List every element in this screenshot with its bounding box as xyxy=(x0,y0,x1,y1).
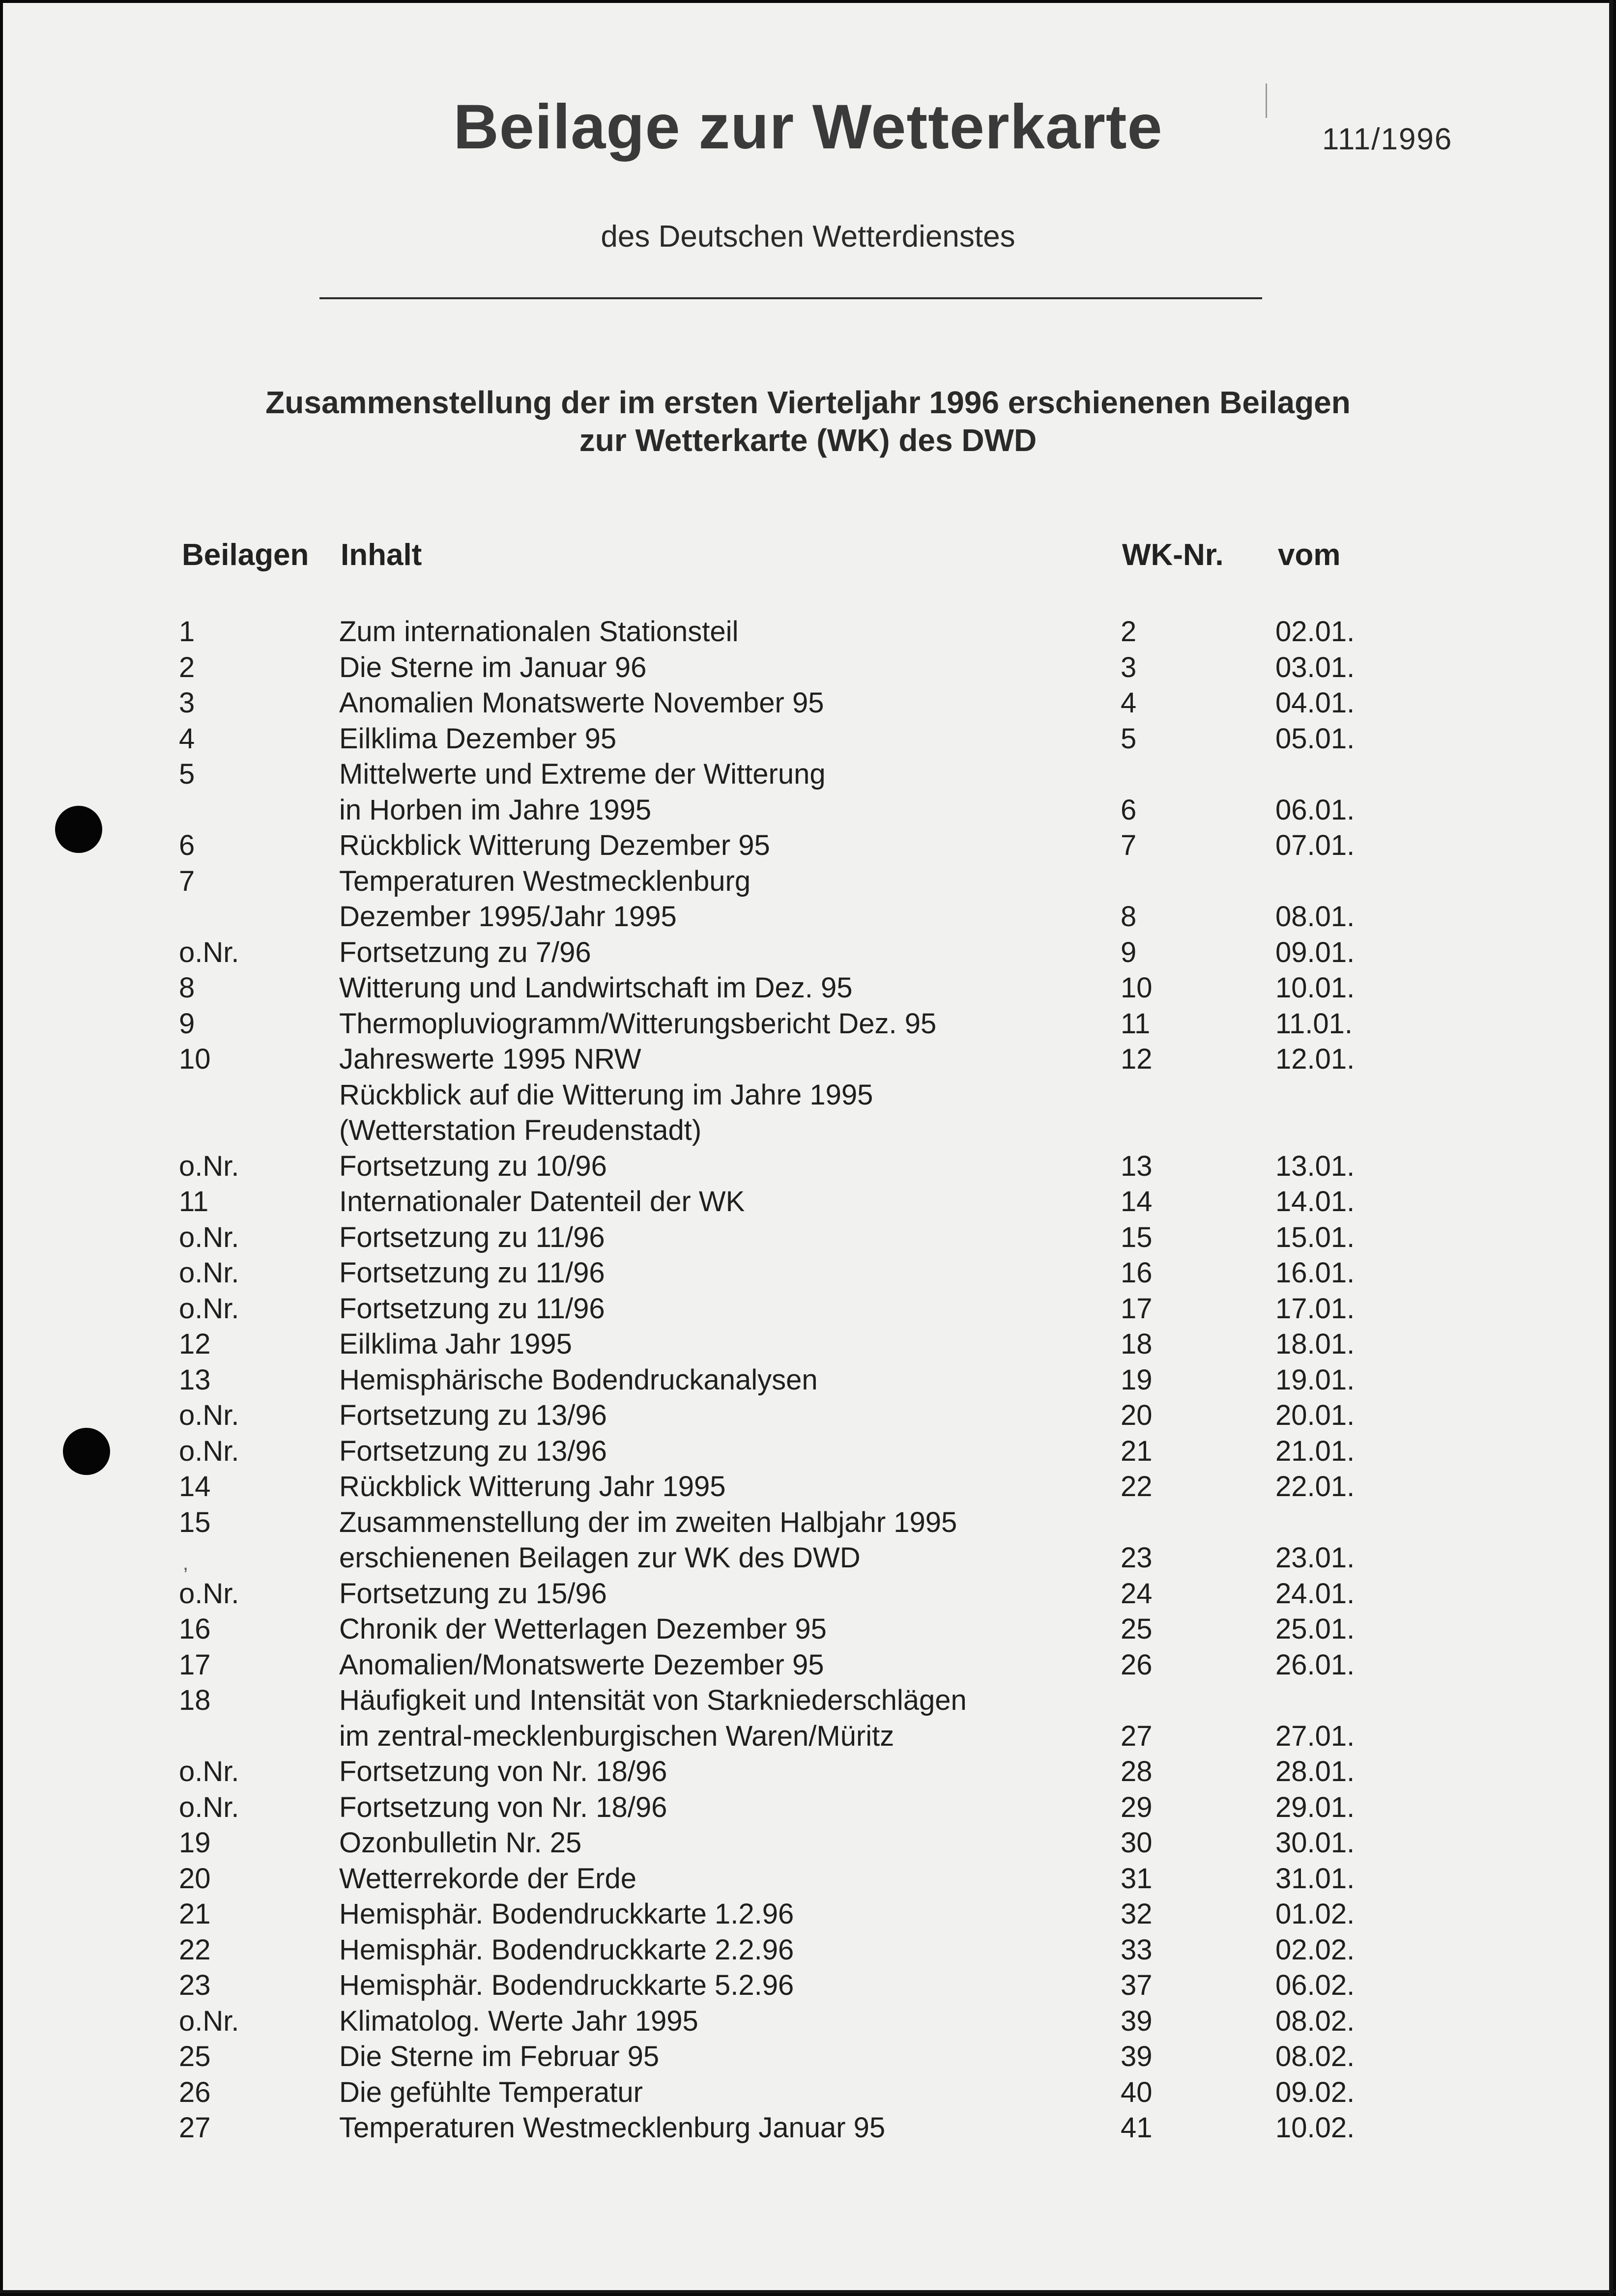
row-content: Rückblick auf die Witterung im Jahre 1995 xyxy=(339,1078,873,1111)
row-content: Witterung und Landwirtschaft im Dez. 95 xyxy=(339,972,853,1004)
row-wk-number: 41 xyxy=(1121,2112,1153,2144)
row-number: o.Nr. xyxy=(179,2005,239,2037)
table-row xyxy=(0,1077,1616,1113)
row-content: Fortsetzung zu 11/96 xyxy=(339,1292,605,1325)
row-number: 4 xyxy=(179,722,195,755)
table-row xyxy=(0,1042,1616,1077)
row-number: 5 xyxy=(179,758,195,790)
table-row xyxy=(0,1932,1616,1968)
row-content: Temperaturen Westmecklenburg Januar 95 xyxy=(339,2112,886,2144)
table-row xyxy=(0,2004,1616,2039)
row-content: erschienenen Beilagen zur WK des DWD xyxy=(339,1542,861,1574)
row-number: 7 xyxy=(179,865,195,897)
row-wk-number: 17 xyxy=(1121,1292,1153,1325)
row-wk-number: 22 xyxy=(1121,1471,1153,1502)
row-date: 23.01. xyxy=(1275,1542,1355,1574)
subtitle: des Deutschen Wetterdienstes xyxy=(601,220,1015,254)
row-content: Zum internationalen Stationsteil xyxy=(339,616,739,648)
row-date: 02.02. xyxy=(1275,1933,1355,1966)
row-date: 24.01. xyxy=(1275,1577,1355,1610)
row-date: 13.01. xyxy=(1275,1150,1355,1182)
row-content: Eilklima Jahr 1995 xyxy=(339,1328,572,1360)
row-date: 01.02. xyxy=(1275,1898,1355,1930)
row-wk-number: 15 xyxy=(1121,1221,1153,1253)
table-row xyxy=(0,2110,1616,2146)
row-date: 06.02. xyxy=(1275,1969,1355,2001)
row-number: 23 xyxy=(179,1969,211,2001)
row-wk-number: 30 xyxy=(1121,1827,1153,1859)
row-content: Rückblick Witterung Jahr 1995 xyxy=(339,1471,726,1502)
row-date: 18.01. xyxy=(1275,1328,1355,1360)
page-title: Beilage zur Wetterkarte xyxy=(453,92,1163,162)
table-row xyxy=(0,1505,1616,1540)
table-row xyxy=(0,1255,1616,1291)
row-number: 25 xyxy=(179,2041,211,2072)
row-wk-number: 24 xyxy=(1121,1577,1153,1610)
column-header-wk: WK-Nr. xyxy=(1122,538,1224,572)
row-date: 16.01. xyxy=(1275,1257,1355,1289)
row-number: 2 xyxy=(179,651,195,683)
table-row xyxy=(0,721,1616,757)
table-row xyxy=(0,1647,1616,1683)
row-content: Fortsetzung von Nr. 18/96 xyxy=(339,1791,667,1823)
row-date: 20.01. xyxy=(1275,1399,1355,1431)
row-number: 20 xyxy=(179,1862,211,1895)
row-number: o.Nr. xyxy=(179,1399,239,1431)
row-number: o.Nr. xyxy=(179,1257,239,1289)
row-number: o.Nr. xyxy=(179,1292,239,1325)
table-row xyxy=(0,1825,1616,1861)
row-number: 10 xyxy=(179,1043,211,1075)
table-row xyxy=(0,614,1616,650)
row-wk-number: 31 xyxy=(1121,1862,1153,1895)
table-row xyxy=(0,1327,1616,1362)
table-row xyxy=(0,1968,1616,2003)
row-number: 12 xyxy=(179,1328,211,1360)
row-wk-number: 32 xyxy=(1121,1898,1153,1930)
row-content: Fortsetzung zu 10/96 xyxy=(339,1150,607,1182)
row-content: Klimatolog. Werte Jahr 1995 xyxy=(339,2005,698,2037)
table-row xyxy=(0,1113,1616,1148)
row-number: 9 xyxy=(179,1007,195,1040)
row-date: 27.01. xyxy=(1275,1720,1355,1752)
punch-hole-lower xyxy=(63,1428,110,1475)
row-content: Zusammenstellung der im zweiten Halbjahr 1995 xyxy=(339,1506,957,1538)
issue-number: 111/1996 xyxy=(1322,122,1453,156)
row-date: 12.01. xyxy=(1275,1043,1355,1075)
row-wk-number: 39 xyxy=(1121,2041,1153,2072)
row-number: 26 xyxy=(179,2076,211,2108)
row-wk-number: 5 xyxy=(1121,722,1137,755)
row-content: Die Sterne im Januar 96 xyxy=(339,651,647,683)
row-wk-number: 21 xyxy=(1121,1435,1153,1467)
row-wk-number: 25 xyxy=(1121,1613,1153,1645)
row-date: 11.01. xyxy=(1275,1007,1353,1040)
row-wk-number: 39 xyxy=(1121,2005,1153,2037)
row-content: Häufigkeit und Intensität von Starkniederschlägen xyxy=(339,1684,967,1716)
row-date: 28.01. xyxy=(1275,1756,1355,1787)
section-heading-line-1: Zusammenstellung der im ersten Vierteljahr 1996 erschienenen Beilagen xyxy=(265,385,1351,420)
row-content: Fortsetzung zu 7/96 xyxy=(339,936,591,968)
row-wk-number: 19 xyxy=(1121,1363,1153,1396)
row-wk-number: 3 xyxy=(1121,651,1137,683)
row-date: 26.01. xyxy=(1275,1648,1355,1681)
row-wk-number: 16 xyxy=(1121,1257,1153,1289)
row-number: 13 xyxy=(179,1363,211,1396)
row-content: Rückblick Witterung Dezember 95 xyxy=(339,829,770,861)
row-date: 05.01. xyxy=(1275,722,1355,755)
row-date: 25.01. xyxy=(1275,1613,1355,1645)
row-wk-number: 12 xyxy=(1121,1043,1153,1075)
row-content: im zentral-mecklenburgischen Waren/Müritz xyxy=(339,1720,895,1752)
table-row xyxy=(0,793,1616,828)
row-content: Wetterrekorde der Erde xyxy=(339,1862,636,1895)
row-wk-number: 6 xyxy=(1121,794,1137,826)
row-number: 21 xyxy=(179,1898,211,1930)
table-row xyxy=(0,1184,1616,1219)
row-date: 08.02. xyxy=(1275,2041,1355,2072)
row-wk-number: 2 xyxy=(1121,616,1137,648)
row-content: Fortsetzung zu 11/96 xyxy=(339,1221,605,1253)
row-wk-number: 7 xyxy=(1121,829,1137,861)
row-wk-number: 9 xyxy=(1121,936,1137,968)
table-row xyxy=(0,864,1616,899)
row-date: 29.01. xyxy=(1275,1791,1355,1823)
row-content: in Horben im Jahre 1995 xyxy=(339,794,652,826)
table-row xyxy=(0,828,1616,863)
row-content: Hemisphär. Bodendruckkarte 1.2.96 xyxy=(339,1898,794,1930)
row-number: o.Nr. xyxy=(179,936,239,968)
row-number: o.Nr. xyxy=(179,1791,239,1823)
row-wk-number: 8 xyxy=(1121,901,1137,933)
table-row xyxy=(0,757,1616,792)
row-content: Anomalien Monatswerte November 95 xyxy=(339,687,824,719)
row-number: o.Nr. xyxy=(179,1435,239,1467)
table-row xyxy=(0,2075,1616,2110)
row-date: 21.01. xyxy=(1275,1435,1355,1467)
row-content: Hemisphär. Bodendruckkarte 5.2.96 xyxy=(339,1969,794,2001)
row-date: 02.01. xyxy=(1275,616,1355,648)
row-wk-number: 40 xyxy=(1121,2076,1153,2108)
row-number: 3 xyxy=(179,687,195,719)
row-content: Fortsetzung zu 11/96 xyxy=(339,1257,605,1289)
row-content: Fortsetzung zu 13/96 xyxy=(339,1399,607,1431)
row-date: 09.01. xyxy=(1275,936,1355,968)
row-content: Fortsetzung zu 15/96 xyxy=(339,1577,607,1610)
stray-mark: , xyxy=(183,1553,189,1574)
row-number: o.Nr. xyxy=(179,1756,239,1787)
row-wk-number: 27 xyxy=(1121,1720,1153,1752)
row-date: 09.02. xyxy=(1275,2076,1355,2108)
table-row xyxy=(0,1576,1616,1612)
row-content: Thermopluviogramm/Witterungsbericht Dez. 95 xyxy=(339,1007,937,1040)
row-number: 15 xyxy=(179,1506,211,1538)
table-row xyxy=(0,1291,1616,1327)
row-number: 18 xyxy=(179,1684,211,1716)
row-date: 15.01. xyxy=(1275,1221,1355,1253)
row-wk-number: 13 xyxy=(1121,1150,1153,1182)
row-date: 03.01. xyxy=(1275,651,1355,683)
row-wk-number: 11 xyxy=(1121,1007,1151,1040)
row-date: 08.01. xyxy=(1275,901,1355,933)
row-content: Fortsetzung von Nr. 18/96 xyxy=(339,1756,667,1787)
row-wk-number: 29 xyxy=(1121,1791,1153,1823)
table-row xyxy=(0,650,1616,685)
row-content: Eilklima Dezember 95 xyxy=(339,722,617,755)
table-row xyxy=(0,1362,1616,1398)
row-number: 27 xyxy=(179,2112,211,2144)
row-number: o.Nr. xyxy=(179,1221,239,1253)
row-date: 17.01. xyxy=(1275,1292,1355,1325)
table-row xyxy=(0,1683,1616,1718)
row-date: 06.01. xyxy=(1275,794,1355,826)
row-content: Hemisphär. Bodendruckkarte 2.2.96 xyxy=(339,1933,794,1966)
table-row xyxy=(0,1220,1616,1255)
row-content: Temperaturen Westmecklenburg xyxy=(339,865,751,897)
table-row xyxy=(0,1006,1616,1042)
row-wk-number: 26 xyxy=(1121,1648,1153,1681)
row-wk-number: 33 xyxy=(1121,1933,1153,1966)
table-row xyxy=(0,1897,1616,1932)
row-number: 11 xyxy=(179,1186,209,1218)
table-row xyxy=(0,1540,1616,1576)
table-row xyxy=(0,1754,1616,1789)
row-date: 30.01. xyxy=(1275,1827,1355,1859)
row-number: 19 xyxy=(179,1827,211,1859)
row-content: Chronik der Wetterlagen Dezember 95 xyxy=(339,1613,827,1645)
row-content: (Wetterstation Freudenstadt) xyxy=(339,1114,702,1146)
row-number: 14 xyxy=(179,1471,211,1502)
row-date: 10.02. xyxy=(1275,2112,1355,2144)
row-wk-number: 18 xyxy=(1121,1328,1153,1360)
row-number: 17 xyxy=(179,1648,211,1681)
row-number: 16 xyxy=(179,1613,211,1645)
row-wk-number: 28 xyxy=(1121,1756,1153,1787)
row-number: 6 xyxy=(179,829,195,861)
row-content: Die gefühlte Temperatur xyxy=(339,2076,643,2108)
row-content: Dezember 1995/Jahr 1995 xyxy=(339,901,677,933)
row-content: Internationaler Datenteil der WK xyxy=(339,1186,745,1218)
table-row xyxy=(0,685,1616,721)
column-header-beilagen: Beilagen xyxy=(182,538,309,572)
row-date: 19.01. xyxy=(1275,1363,1355,1396)
row-wk-number: 14 xyxy=(1121,1186,1153,1218)
row-content: Fortsetzung zu 13/96 xyxy=(339,1435,607,1467)
row-content: Anomalien/Monatswerte Dezember 95 xyxy=(339,1648,824,1681)
row-wk-number: 20 xyxy=(1121,1399,1153,1431)
row-wk-number: 10 xyxy=(1121,972,1153,1004)
row-date: 08.02. xyxy=(1275,2005,1355,2037)
table-row xyxy=(0,1469,1616,1504)
table-row xyxy=(0,935,1616,970)
row-number: 22 xyxy=(179,1933,211,1966)
table-row xyxy=(0,1434,1616,1469)
table-row xyxy=(0,1790,1616,1825)
punch-hole-upper xyxy=(55,806,102,853)
table-row xyxy=(0,899,1616,935)
row-number: o.Nr. xyxy=(179,1150,239,1182)
row-date: 31.01. xyxy=(1275,1862,1355,1895)
row-date: 04.01. xyxy=(1275,687,1355,719)
row-wk-number: 37 xyxy=(1121,1969,1153,2001)
row-wk-number: 23 xyxy=(1121,1542,1153,1574)
table-row xyxy=(0,2039,1616,2074)
section-heading-line-2: zur Wetterkarte (WK) des DWD xyxy=(579,423,1037,458)
row-number: o.Nr. xyxy=(179,1577,239,1610)
table-row xyxy=(0,1612,1616,1647)
table-row xyxy=(0,1861,1616,1897)
table-row xyxy=(0,1719,1616,1754)
table-row xyxy=(0,1398,1616,1433)
table-row xyxy=(0,1149,1616,1184)
row-wk-number: 4 xyxy=(1121,687,1137,719)
row-date: 14.01. xyxy=(1275,1186,1355,1218)
row-date: 22.01. xyxy=(1275,1471,1355,1502)
row-content: Mittelwerte und Extreme der Witterung xyxy=(339,758,826,790)
column-header-inhalt: Inhalt xyxy=(341,538,422,572)
row-content: Jahreswerte 1995 NRW xyxy=(339,1043,641,1075)
column-header-vom: vom xyxy=(1278,538,1341,572)
row-number: 8 xyxy=(179,972,195,1004)
row-date: 07.01. xyxy=(1275,829,1355,861)
row-content: Hemisphärische Bodendruckanalysen xyxy=(339,1363,818,1396)
row-content: Die Sterne im Februar 95 xyxy=(339,2041,660,2072)
row-date: 10.01. xyxy=(1275,972,1355,1004)
row-number: 1 xyxy=(179,616,195,648)
table-row xyxy=(0,970,1616,1006)
row-content: Ozonbulletin Nr. 25 xyxy=(339,1827,582,1859)
